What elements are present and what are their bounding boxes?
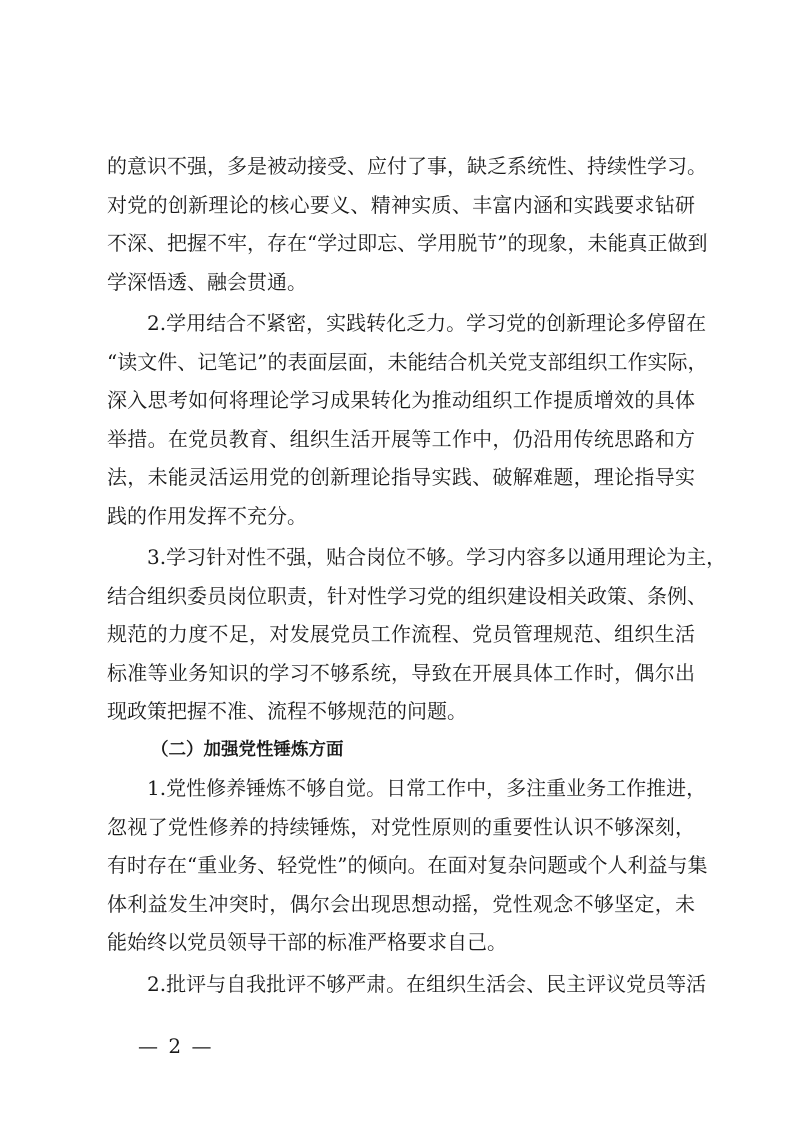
text-line: 法，未能灵活运用党的创新理论指导实践、破解难题，理论指导实 <box>107 465 695 489</box>
text-line: 规范的力度不足，对发展党员工作流程、党员管理规范、组织生活 <box>107 622 695 646</box>
text-line: 标准等业务知识的学习不够系统，导致在开展具体工作时，偶尔出 <box>107 660 695 685</box>
text-line: 深入思考如何将理论学习成果转化为推动组织工作提质增效的具体 <box>107 388 695 412</box>
page-number: — 2 — <box>138 1034 214 1058</box>
paragraph-start-line: 1.党性修养锤炼不够自觉。日常工作中，多注重业务工作推进， <box>147 776 707 800</box>
text-line: 举措。在党员教育、组织生活开展等工作中，仍沿用传统思路和方 <box>107 426 695 451</box>
text-line: 对党的创新理论的核心要义、精神实质、丰富内涵和实践要求钻研 <box>107 192 695 217</box>
text-line: 结合组织委员岗位职责，针对性学习党的组织建设相关政策、条例、 <box>107 583 707 608</box>
paragraph-start-line: 3.学习针对性不强，贴合岗位不够。学习内容多以通用理论为主， <box>147 545 727 569</box>
text-line: 的意识不强，多是被动接受、应付了事，缺乏系统性、持续性学习。 <box>107 154 707 178</box>
section-heading: （二）加强党性锤炼方面 <box>151 739 344 760</box>
text-line: 忽视了党性修养的持续锤炼，对党性原则的重要性认识不够深刻， <box>107 814 695 839</box>
paragraph-start-line: 2.学用结合不紧密，实践转化乏力。学习党的创新理论多停留在 <box>147 311 707 335</box>
text-line: 不深、把握不牢，存在“学过即忘、学用脱节”的现象，未能真正做到 <box>107 231 708 255</box>
text-line: 践的作用发挥不充分。 <box>107 503 307 528</box>
text-line: 能始终以党员领导干部的标准严格要求自己。 <box>107 930 507 954</box>
text-line: 学深悟透、融会贯通。 <box>107 269 307 294</box>
text-line: 现政策把握不准、流程不够规范的问题。 <box>107 699 467 723</box>
text-line: 有时存在“重业务、轻党性”的倾向。在面对复杂问题或个人利益与集 <box>107 853 708 877</box>
paragraph-start-line: 2.批评与自我批评不够严肃。在组织生活会、民主评议党员等活 <box>147 971 707 996</box>
body-text <box>107 147 727 1003</box>
text-line: “读文件、记笔记”的表面层面，未能结合机关党支部组织工作实际， <box>107 349 708 374</box>
text-line: 体利益发生冲突时，偶尔会出现思想动摇，党性观念不够坚定，未 <box>107 891 695 916</box>
